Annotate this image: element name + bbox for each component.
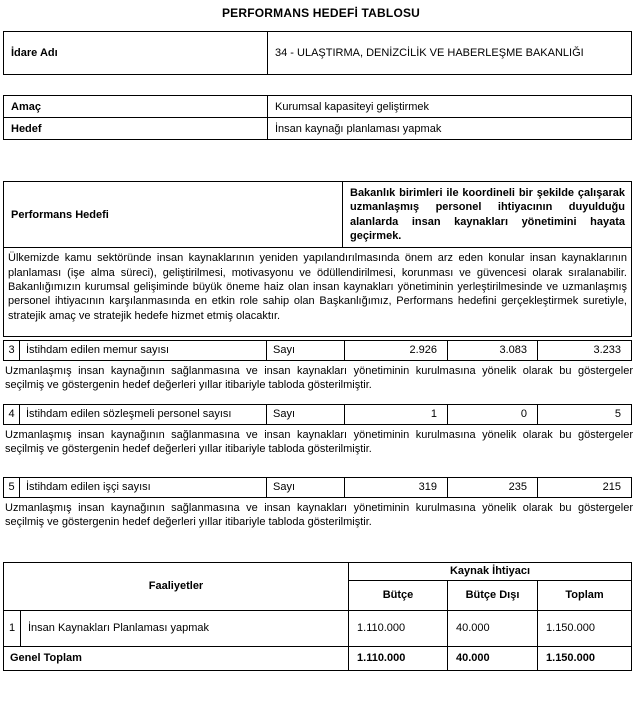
indicator-name: İstihdam edilen memur sayısı xyxy=(20,341,267,361)
amac-hedef-table xyxy=(3,95,632,140)
indicator-number: 4 xyxy=(4,404,20,424)
hedef-row xyxy=(4,118,632,140)
indicator-value-y3: 5 xyxy=(538,404,632,424)
idare-row xyxy=(4,32,632,75)
hedef-value: İnsan kaynağı planlaması yapmak xyxy=(268,118,632,140)
indicator-unit: Sayı xyxy=(267,478,345,498)
genel-toplam-row xyxy=(4,646,632,670)
performance-target-document xyxy=(0,6,639,704)
indicator-row-5 xyxy=(3,477,632,498)
faaliyetler-header: Faaliyetler xyxy=(4,562,349,610)
indicator-value-y2: 0 xyxy=(448,404,538,424)
butce-disi-header: Bütçe Dışı xyxy=(448,580,538,610)
genel-toplam-toplam: 1.150.000 xyxy=(538,646,632,670)
genel-toplam-butce: 1.110.000 xyxy=(349,646,448,670)
amac-label: Amaç xyxy=(4,96,268,118)
indicator-value-y1: 2.926 xyxy=(345,341,448,361)
butce-header: Bütçe xyxy=(349,580,448,610)
table-row xyxy=(4,341,632,361)
idare-adi-label: İdare Adı xyxy=(4,32,268,75)
amac-value: Kurumsal kapasiteyi geliştirmek xyxy=(268,96,632,118)
indicator-3-explanation: Uzmanlaşmış insan kaynağının sağlanmasına ve insan kaynakları yönetiminin kurulmasına yönelik olarak bu göstergeler seçilmiş ve göstergenin hedef değerleri yıllar itibariyle tabloda gösterilmiştir. xyxy=(5,365,633,391)
table-row xyxy=(4,404,632,424)
kaynak-ihtiyaci-header: Kaynak İhtiyacı xyxy=(349,562,632,580)
indicator-number: 3 xyxy=(4,341,20,361)
performans-hedefi-description-row xyxy=(4,248,632,337)
indicator-row-3 xyxy=(3,340,632,361)
indicator-number: 5 xyxy=(4,478,20,498)
indicator-5-explanation: Uzmanlaşmış insan kaynağının sağlanmasına ve insan kaynakları yönetiminin kurulmasına yönelik olarak bu göstergeler seçilmiş ve göstergenin hedef değerleri yıllar itibariyle tabloda gösterilmiştir. xyxy=(5,502,633,529)
indicator-value-y1: 319 xyxy=(345,478,448,498)
faaliyetler-header-row xyxy=(4,562,632,580)
amac-row xyxy=(4,96,632,118)
indicator-value-y3: 215 xyxy=(538,478,632,498)
genel-toplam-label: Genel Toplam xyxy=(4,646,349,670)
performans-hedefi-table xyxy=(3,181,632,337)
table-row xyxy=(4,478,632,498)
hedef-label: Hedef xyxy=(4,118,268,140)
indicator-value-y1: 1 xyxy=(345,404,448,424)
indicator-unit: Sayı xyxy=(267,404,345,424)
faaliyet-toplam: 1.150.000 xyxy=(538,610,632,646)
idare-table xyxy=(3,31,632,75)
genel-toplam-butce-disi: 40.000 xyxy=(448,646,538,670)
page-title: PERFORMANS HEDEFİ TABLOSU xyxy=(221,6,421,20)
idare-adi-value: 34 - ULAŞTIRMA, DENİZCİLİK VE HABERLEŞME BAKANLIĞI xyxy=(268,32,632,75)
faaliyet-name: İnsan Kaynakları Planlaması yapmak xyxy=(21,610,349,646)
indicator-row-4 xyxy=(3,404,632,425)
toplam-header: Toplam xyxy=(538,580,632,610)
indicator-value-y2: 235 xyxy=(448,478,538,498)
indicator-value-y3: 3.233 xyxy=(538,341,632,361)
faaliyetler-table xyxy=(3,562,632,671)
indicator-name: İstihdam edilen işçi sayısı xyxy=(20,478,267,498)
faaliyet-row xyxy=(4,610,632,646)
performans-hedefi-row xyxy=(4,182,632,248)
faaliyet-number: 1 xyxy=(4,610,21,646)
indicator-unit: Sayı xyxy=(267,341,345,361)
performans-hedefi-description: Ülkemizde kamu sektöründe insan kaynaklarının yeniden yapılandırılmasında önem arz eden konular insan kaynaklarının planlaması (işe alma süreci), geliştirilmesi, motivasyonu ve ödüllendirilmesi, korunması ve güvencesi olarak sıralanabilir. Bakanlığımızın kurumsal gelişiminde büyük öneme haiz olan insan kaynakları yönetiminin yerleştirilmesinde ve uzmanlaşmış personel ihtiyacının karşılanmasında en etkin role sahip olan Başkanlığımız, Performans hedefini gerçekleştirmek suretiyle, stratejik amaç ve stratejik hedefe hizmet etmiş olacaktır. xyxy=(4,248,632,337)
performans-hedefi-label: Performans Hedefi xyxy=(4,182,343,248)
indicator-name: İstihdam edilen sözleşmeli personel sayısı xyxy=(20,404,267,424)
faaliyet-butce-disi: 40.000 xyxy=(448,610,538,646)
performans-hedefi-value: Bakanlık birimleri ile koordineli bir şekilde çalışarak uzmanlaşmış personel ihtiyacının duyulduğu alanlarda insan kaynakları yönetimini hayata geçirmek. xyxy=(343,182,632,248)
faaliyet-butce: 1.110.000 xyxy=(349,610,448,646)
indicator-4-explanation: Uzmanlaşmış insan kaynağının sağlanmasına ve insan kaynakları yönetiminin kurulmasına yönelik olarak bu göstergeler seçilmiş ve göstergenin hedef değerleri yıllar itibariyle tabloda gösterilmiştir. xyxy=(5,428,633,455)
indicator-value-y2: 3.083 xyxy=(448,341,538,361)
